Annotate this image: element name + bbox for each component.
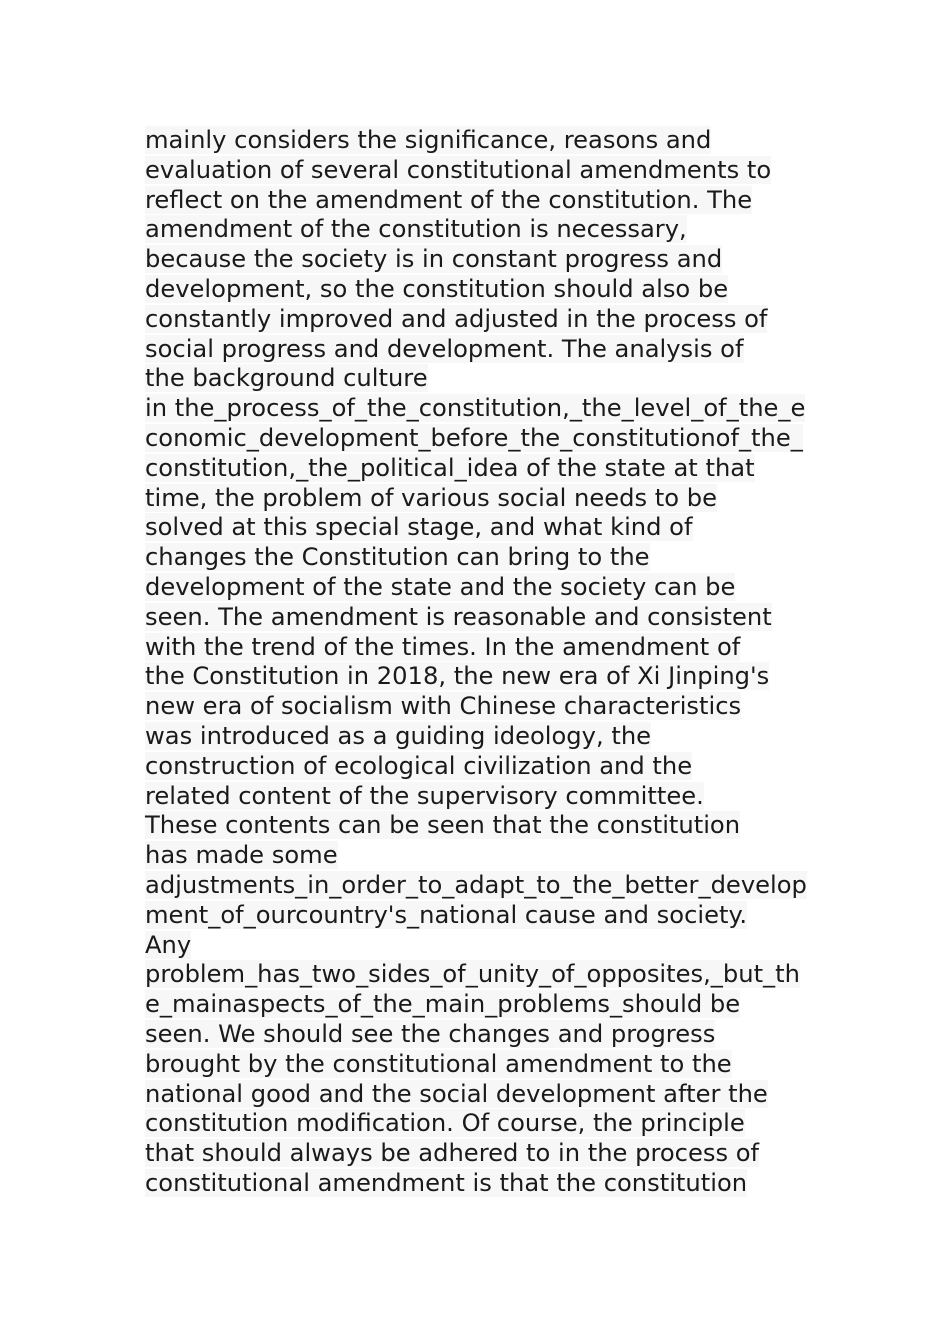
text-line: solved at this special stage, and what kind of (145, 513, 693, 542)
text-line: seen. We should see the changes and progress (145, 1019, 716, 1048)
text-line: development, so the constitution should also be (145, 274, 729, 303)
text-line: amendment of the constitution is necessary, (145, 215, 687, 244)
text-line: time, the problem of various social needs to be (145, 483, 717, 512)
text-line: with the trend of the times. In the amendment of (145, 632, 741, 661)
text-line: development of the state and the society can be (145, 572, 736, 601)
text-line: e_mainaspects_of_the_main_problems_should be (145, 990, 741, 1019)
text-line: new era of socialism with Chinese characteristics (145, 692, 742, 721)
text-line: constitution modification. Of course, the principle (145, 1109, 745, 1138)
text-line: changes the Constitution can bring to the (145, 543, 650, 572)
text-line: related content of the supervisory committee. (145, 781, 704, 810)
text-line: in the_process_of_the_constitution,_the_level_of_the_e (145, 394, 806, 423)
text-line: was introduced as a guiding ideology, the (145, 721, 652, 750)
text-line: seen. The amendment is reasonable and consistent (145, 602, 772, 631)
text-line: the background culture (145, 364, 428, 393)
text-line: conomic_development_before_the_constitutionof_the_ (145, 423, 803, 452)
body-text (145, 126, 825, 1199)
text-line: reflect on the amendment of the constitution. The (145, 185, 753, 214)
text-line: adjustments_in_order_to_adapt_to_the_better_develop (145, 870, 807, 899)
text-line: has made some (145, 841, 338, 870)
text-line: constitution,_the_political_idea of the state at that (145, 453, 755, 482)
text-line: that should always be adhered to in the process of (145, 1139, 760, 1168)
text-line: because the society is in constant progress and (145, 245, 723, 274)
text-line: problem_has_two_sides_of_unity_of_opposites,_but_th (145, 960, 800, 989)
text-line: construction of ecological civilization and the (145, 751, 693, 780)
text-line: constitutional amendment is that the constitution (145, 1168, 748, 1197)
text-line: constantly improved and adjusted in the process of (145, 304, 768, 333)
text-line: brought by the constitutional amendment to the (145, 1049, 732, 1078)
text-line: the Constitution in 2018, the new era of Xi Jinping's (145, 662, 770, 691)
text-line: social progress and development. The analysis of (145, 334, 744, 363)
text-line: Any (145, 930, 192, 959)
text-line: These contents can be seen that the constitution (145, 811, 741, 840)
text-line: national good and the social development after the (145, 1079, 768, 1108)
text-line: ment_of_ourcountry's_national cause and society. (145, 900, 748, 929)
text-line: evaluation of several constitutional amendments to (145, 155, 772, 184)
text-line: mainly considers the significance, reasons and (145, 126, 712, 154)
